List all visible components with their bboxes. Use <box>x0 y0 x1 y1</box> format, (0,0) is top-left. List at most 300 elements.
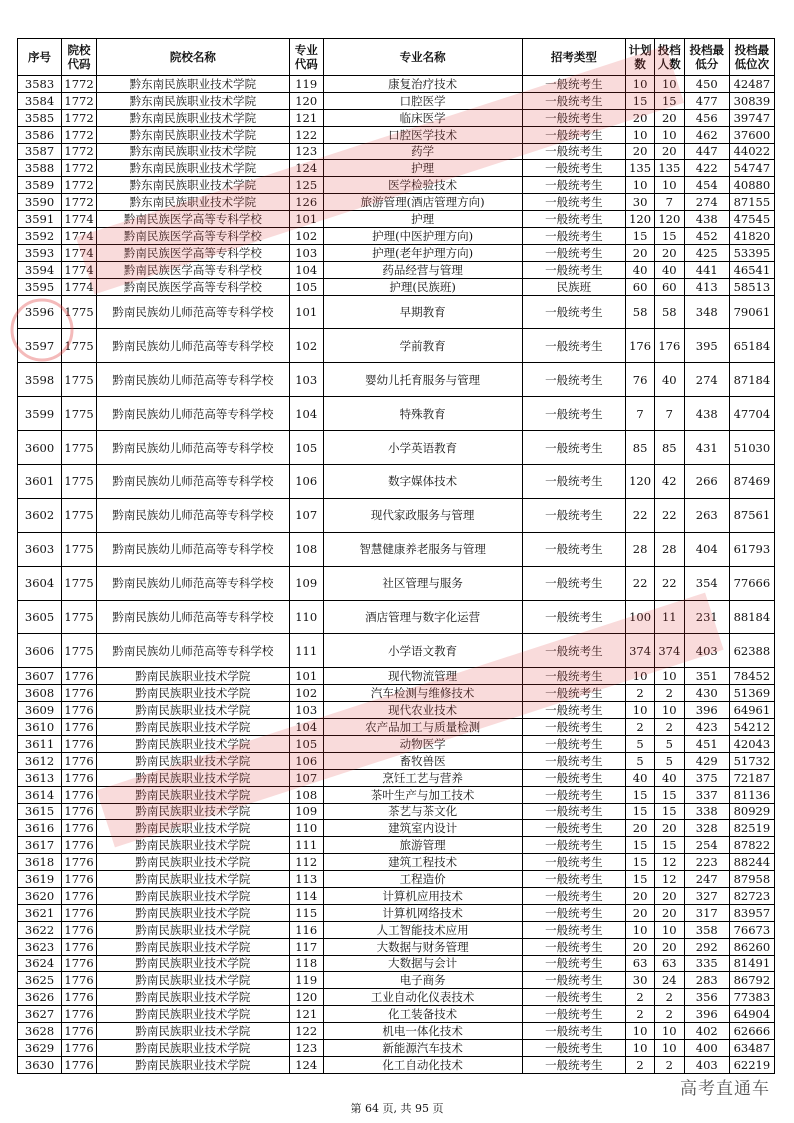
cell-min-rank: 51732 <box>729 752 774 769</box>
table-row <box>18 668 775 685</box>
cell-exam-type: 一般统考生 <box>522 837 626 854</box>
cell-filed-count: 15 <box>654 803 684 820</box>
cell-filed-count: 40 <box>654 261 684 278</box>
cell-filed-count: 28 <box>654 532 684 566</box>
cell-school-name: 黔南民族幼儿师范高等专科学校 <box>96 295 289 329</box>
cell-min-score: 247 <box>684 871 729 888</box>
cell-school-name: 黔南民族医学高等专科学校 <box>96 228 289 245</box>
cell-major-name: 工业自动化仪表技术 <box>323 989 522 1006</box>
cell-plan-count: 85 <box>626 431 655 465</box>
cell-major-code: 121 <box>289 109 323 126</box>
cell-seq: 3630 <box>18 1056 62 1073</box>
cell-exam-type: 一般统考生 <box>522 702 626 719</box>
cell-min-score: 375 <box>684 769 729 786</box>
cell-major-name: 大数据与财务管理 <box>323 938 522 955</box>
cell-major-name: 计算机网络技术 <box>323 904 522 921</box>
cell-filed-count: 11 <box>654 600 684 634</box>
cell-school-code: 1776 <box>62 820 97 837</box>
cell-exam-type: 一般统考生 <box>522 177 626 194</box>
cell-seq: 3614 <box>18 786 62 803</box>
cell-major-name: 农产品加工与质量检测 <box>323 719 522 736</box>
cell-school-code: 1775 <box>62 363 97 397</box>
cell-school-code: 1774 <box>62 278 97 295</box>
cell-exam-type: 一般统考生 <box>522 1039 626 1056</box>
cell-plan-count: 40 <box>626 261 655 278</box>
cell-seq: 3584 <box>18 92 62 109</box>
cell-major-name: 计算机应用技术 <box>323 887 522 904</box>
cell-min-score: 425 <box>684 244 729 261</box>
table-row <box>18 972 775 989</box>
cell-exam-type: 一般统考生 <box>522 194 626 211</box>
cell-exam-type: 一般统考生 <box>522 803 626 820</box>
cell-major-name: 小学英语教育 <box>323 431 522 465</box>
cell-major-code: 102 <box>289 228 323 245</box>
cell-school-code: 1776 <box>62 938 97 955</box>
cell-min-score: 328 <box>684 820 729 837</box>
cell-min-rank: 54212 <box>729 719 774 736</box>
cell-school-name: 黔南民族幼儿师范高等专科学校 <box>96 465 289 499</box>
cell-min-score: 231 <box>684 600 729 634</box>
cell-major-name: 动物医学 <box>323 735 522 752</box>
cell-exam-type: 一般统考生 <box>522 786 626 803</box>
cell-school-code: 1776 <box>62 955 97 972</box>
cell-school-name: 黔南民族职业技术学院 <box>96 1023 289 1040</box>
cell-major-name: 智慧健康养老服务与管理 <box>323 532 522 566</box>
cell-plan-count: 10 <box>626 668 655 685</box>
cell-min-score: 317 <box>684 904 729 921</box>
cell-school-code: 1775 <box>62 329 97 363</box>
cell-school-code: 1775 <box>62 465 97 499</box>
table-row <box>18 295 775 329</box>
cell-major-code: 119 <box>289 972 323 989</box>
cell-filed-count: 40 <box>654 363 684 397</box>
cell-min-score: 441 <box>684 261 729 278</box>
cell-school-name: 黔东南民族职业技术学院 <box>96 194 289 211</box>
cell-seq: 3603 <box>18 532 62 566</box>
cell-major-code: 109 <box>289 803 323 820</box>
cell-exam-type: 一般统考生 <box>522 921 626 938</box>
cell-filed-count: 10 <box>654 177 684 194</box>
cell-major-code: 104 <box>289 397 323 431</box>
cell-seq: 3594 <box>18 261 62 278</box>
cell-min-score: 462 <box>684 126 729 143</box>
header-school-code: 院校代码 <box>62 39 97 76</box>
cell-min-score: 266 <box>684 465 729 499</box>
cell-exam-type: 一般统考生 <box>522 397 626 431</box>
table-row <box>18 278 775 295</box>
cell-major-code: 124 <box>289 1056 323 1073</box>
cell-school-name: 黔南民族职业技术学院 <box>96 1006 289 1023</box>
cell-filed-count: 12 <box>654 854 684 871</box>
cell-min-rank: 53395 <box>729 244 774 261</box>
cell-min-rank: 87155 <box>729 194 774 211</box>
cell-filed-count: 10 <box>654 668 684 685</box>
cell-plan-count: 10 <box>626 1039 655 1056</box>
cell-seq: 3606 <box>18 634 62 668</box>
table-row <box>18 498 775 532</box>
table-row <box>18 769 775 786</box>
cell-min-rank: 65184 <box>729 329 774 363</box>
cell-major-name: 康复治疗技术 <box>323 76 522 93</box>
cell-plan-count: 135 <box>626 160 655 177</box>
table-row <box>18 143 775 160</box>
cell-plan-count: 2 <box>626 685 655 702</box>
cell-seq: 3620 <box>18 887 62 904</box>
cell-min-score: 223 <box>684 854 729 871</box>
cell-exam-type: 一般统考生 <box>522 668 626 685</box>
cell-plan-count: 60 <box>626 278 655 295</box>
cell-major-name: 临床医学 <box>323 109 522 126</box>
cell-major-code: 106 <box>289 752 323 769</box>
cell-exam-type: 一般统考生 <box>522 211 626 228</box>
cell-major-code: 126 <box>289 194 323 211</box>
cell-plan-count: 5 <box>626 735 655 752</box>
cell-school-name: 黔南民族幼儿师范高等专科学校 <box>96 498 289 532</box>
cell-min-rank: 86792 <box>729 972 774 989</box>
cell-filed-count: 135 <box>654 160 684 177</box>
cell-exam-type: 一般统考生 <box>522 431 626 465</box>
cell-school-code: 1772 <box>62 194 97 211</box>
cell-min-rank: 46541 <box>729 261 774 278</box>
cell-exam-type: 一般统考生 <box>522 363 626 397</box>
table-row <box>18 228 775 245</box>
cell-min-score: 337 <box>684 786 729 803</box>
cell-major-code: 101 <box>289 211 323 228</box>
table-row <box>18 989 775 1006</box>
cell-filed-count: 20 <box>654 820 684 837</box>
cell-major-name: 早期教育 <box>323 295 522 329</box>
table-row <box>18 938 775 955</box>
cell-min-rank: 87184 <box>729 363 774 397</box>
cell-exam-type: 一般统考生 <box>522 685 626 702</box>
cell-filed-count: 20 <box>654 904 684 921</box>
cell-min-score: 404 <box>684 532 729 566</box>
cell-plan-count: 2 <box>626 1006 655 1023</box>
cell-major-name: 护理(中医护理方向) <box>323 228 522 245</box>
cell-plan-count: 22 <box>626 498 655 532</box>
cell-min-score: 396 <box>684 702 729 719</box>
cell-major-code: 110 <box>289 600 323 634</box>
table-row <box>18 820 775 837</box>
cell-seq: 3608 <box>18 685 62 702</box>
cell-plan-count: 58 <box>626 295 655 329</box>
cell-min-score: 430 <box>684 685 729 702</box>
cell-min-rank: 64904 <box>729 1006 774 1023</box>
cell-major-code: 108 <box>289 532 323 566</box>
cell-min-score: 292 <box>684 938 729 955</box>
cell-seq: 3593 <box>18 244 62 261</box>
cell-plan-count: 10 <box>626 921 655 938</box>
cell-school-name: 黔南民族职业技术学院 <box>96 735 289 752</box>
cell-school-code: 1776 <box>62 702 97 719</box>
cell-exam-type: 一般统考生 <box>522 566 626 600</box>
cell-plan-count: 7 <box>626 397 655 431</box>
cell-plan-count: 30 <box>626 194 655 211</box>
cell-exam-type: 一般统考生 <box>522 1023 626 1040</box>
header-school-name: 院校名称 <box>96 39 289 76</box>
cell-plan-count: 2 <box>626 719 655 736</box>
cell-min-rank: 72187 <box>729 769 774 786</box>
cell-school-code: 1775 <box>62 532 97 566</box>
cell-min-rank: 77666 <box>729 566 774 600</box>
cell-school-name: 黔南民族幼儿师范高等专科学校 <box>96 363 289 397</box>
cell-plan-count: 120 <box>626 211 655 228</box>
cell-school-code: 1776 <box>62 887 97 904</box>
table-row <box>18 160 775 177</box>
cell-school-name: 黔南民族职业技术学院 <box>96 685 289 702</box>
cell-school-name: 黔东南民族职业技术学院 <box>96 109 289 126</box>
cell-plan-count: 30 <box>626 972 655 989</box>
cell-min-rank: 51030 <box>729 431 774 465</box>
cell-school-name: 黔南民族幼儿师范高等专科学校 <box>96 634 289 668</box>
cell-exam-type: 一般统考生 <box>522 295 626 329</box>
cell-filed-count: 10 <box>654 126 684 143</box>
cell-min-rank: 79061 <box>729 295 774 329</box>
cell-major-name: 护理 <box>323 211 522 228</box>
cell-min-score: 395 <box>684 329 729 363</box>
cell-min-rank: 87561 <box>729 498 774 532</box>
cell-plan-count: 10 <box>626 1023 655 1040</box>
cell-filed-count: 63 <box>654 955 684 972</box>
cell-major-code: 108 <box>289 786 323 803</box>
cell-exam-type: 一般统考生 <box>522 600 626 634</box>
cell-school-code: 1774 <box>62 244 97 261</box>
cell-major-name: 酒店管理与数字化运营 <box>323 600 522 634</box>
cell-min-score: 356 <box>684 989 729 1006</box>
table-row <box>18 1023 775 1040</box>
cell-school-name: 黔东南民族职业技术学院 <box>96 92 289 109</box>
cell-school-code: 1776 <box>62 719 97 736</box>
table-row <box>18 532 775 566</box>
cell-major-code: 103 <box>289 702 323 719</box>
cell-seq: 3624 <box>18 955 62 972</box>
cell-major-code: 123 <box>289 1039 323 1056</box>
cell-min-score: 431 <box>684 431 729 465</box>
cell-major-name: 烹饪工艺与营养 <box>323 769 522 786</box>
cell-major-name: 旅游管理(酒店管理方向) <box>323 194 522 211</box>
cell-school-name: 黔南民族幼儿师范高等专科学校 <box>96 397 289 431</box>
cell-seq: 3597 <box>18 329 62 363</box>
cell-min-rank: 63487 <box>729 1039 774 1056</box>
cell-school-name: 黔南民族职业技术学院 <box>96 803 289 820</box>
cell-plan-count: 20 <box>626 887 655 904</box>
header-min-rank: 投档最低位次 <box>729 39 774 76</box>
cell-major-code: 114 <box>289 887 323 904</box>
cell-plan-count: 28 <box>626 532 655 566</box>
cell-school-code: 1776 <box>62 1039 97 1056</box>
cell-min-score: 358 <box>684 921 729 938</box>
cell-plan-count: 10 <box>626 76 655 93</box>
table-row <box>18 177 775 194</box>
cell-school-code: 1776 <box>62 854 97 871</box>
cell-school-code: 1776 <box>62 668 97 685</box>
cell-filed-count: 15 <box>654 228 684 245</box>
cell-seq: 3629 <box>18 1039 62 1056</box>
cell-seq: 3585 <box>18 109 62 126</box>
cell-major-code: 111 <box>289 634 323 668</box>
cell-filed-count: 85 <box>654 431 684 465</box>
cell-filed-count: 58 <box>654 295 684 329</box>
cell-exam-type: 一般统考生 <box>522 820 626 837</box>
cell-school-name: 黔南民族职业技术学院 <box>96 887 289 904</box>
cell-filed-count: 2 <box>654 685 684 702</box>
cell-exam-type: 一般统考生 <box>522 634 626 668</box>
cell-filed-count: 10 <box>654 921 684 938</box>
cell-major-code: 125 <box>289 177 323 194</box>
table-row <box>18 904 775 921</box>
cell-min-rank: 41820 <box>729 228 774 245</box>
cell-min-rank: 81491 <box>729 955 774 972</box>
cell-school-name: 黔南民族职业技术学院 <box>96 719 289 736</box>
table-row <box>18 752 775 769</box>
cell-major-name: 汽车检测与维修技术 <box>323 685 522 702</box>
cell-major-code: 120 <box>289 92 323 109</box>
cell-seq: 3587 <box>18 143 62 160</box>
cell-plan-count: 5 <box>626 752 655 769</box>
cell-major-code: 113 <box>289 871 323 888</box>
cell-exam-type: 一般统考生 <box>522 92 626 109</box>
cell-filed-count: 176 <box>654 329 684 363</box>
cell-filed-count: 15 <box>654 92 684 109</box>
admission-score-table <box>17 38 775 1074</box>
cell-major-name: 医学检验技术 <box>323 177 522 194</box>
cell-filed-count: 20 <box>654 887 684 904</box>
cell-school-code: 1776 <box>62 769 97 786</box>
cell-plan-count: 15 <box>626 871 655 888</box>
cell-school-code: 1775 <box>62 295 97 329</box>
cell-major-code: 103 <box>289 363 323 397</box>
cell-plan-count: 20 <box>626 938 655 955</box>
cell-school-name: 黔南民族幼儿师范高等专科学校 <box>96 329 289 363</box>
cell-plan-count: 40 <box>626 769 655 786</box>
cell-seq: 3602 <box>18 498 62 532</box>
cell-school-code: 1776 <box>62 1023 97 1040</box>
cell-min-score: 422 <box>684 160 729 177</box>
header-major-name: 专业名称 <box>323 39 522 76</box>
cell-min-score: 454 <box>684 177 729 194</box>
table-row <box>18 600 775 634</box>
cell-school-name: 黔南民族幼儿师范高等专科学校 <box>96 600 289 634</box>
cell-school-name: 黔南民族职业技术学院 <box>96 938 289 955</box>
cell-min-rank: 30839 <box>729 92 774 109</box>
cell-seq: 3590 <box>18 194 62 211</box>
cell-school-code: 1775 <box>62 634 97 668</box>
cell-seq: 3616 <box>18 820 62 837</box>
cell-exam-type: 一般统考生 <box>522 719 626 736</box>
cell-seq: 3610 <box>18 719 62 736</box>
cell-exam-type: 一般统考生 <box>522 887 626 904</box>
brand-label: 高考直通车 <box>680 1079 770 1099</box>
cell-major-code: 104 <box>289 261 323 278</box>
cell-school-code: 1776 <box>62 972 97 989</box>
cell-major-code: 110 <box>289 820 323 837</box>
header-major-code: 专业代码 <box>289 39 323 76</box>
cell-major-code: 122 <box>289 126 323 143</box>
table-row <box>18 92 775 109</box>
cell-major-name: 建筑工程技术 <box>323 854 522 871</box>
cell-exam-type: 一般统考生 <box>522 904 626 921</box>
cell-plan-count: 15 <box>626 786 655 803</box>
cell-school-code: 1776 <box>62 837 97 854</box>
table-row <box>18 1039 775 1056</box>
cell-seq: 3598 <box>18 363 62 397</box>
cell-major-code: 105 <box>289 278 323 295</box>
cell-min-score: 438 <box>684 211 729 228</box>
cell-major-name: 旅游管理 <box>323 837 522 854</box>
cell-min-score: 263 <box>684 498 729 532</box>
cell-min-rank: 62666 <box>729 1023 774 1040</box>
table-row <box>18 244 775 261</box>
cell-min-score: 452 <box>684 228 729 245</box>
table-row <box>18 702 775 719</box>
cell-school-name: 黔南民族职业技术学院 <box>96 837 289 854</box>
cell-seq: 3609 <box>18 702 62 719</box>
cell-exam-type: 一般统考生 <box>522 938 626 955</box>
cell-plan-count: 20 <box>626 904 655 921</box>
cell-exam-type: 一般统考生 <box>522 498 626 532</box>
cell-min-score: 450 <box>684 76 729 93</box>
table-row <box>18 76 775 93</box>
cell-filed-count: 7 <box>654 194 684 211</box>
cell-min-score: 403 <box>684 1056 729 1073</box>
cell-min-score: 351 <box>684 668 729 685</box>
cell-min-score: 477 <box>684 92 729 109</box>
cell-plan-count: 120 <box>626 465 655 499</box>
cell-filed-count: 5 <box>654 752 684 769</box>
cell-exam-type: 一般统考生 <box>522 989 626 1006</box>
cell-major-code: 111 <box>289 837 323 854</box>
cell-school-name: 黔南民族职业技术学院 <box>96 820 289 837</box>
cell-school-code: 1774 <box>62 261 97 278</box>
cell-filed-count: 20 <box>654 938 684 955</box>
cell-major-code: 117 <box>289 938 323 955</box>
cell-school-name: 黔南民族医学高等专科学校 <box>96 278 289 295</box>
cell-filed-count: 42 <box>654 465 684 499</box>
cell-major-code: 101 <box>289 668 323 685</box>
cell-major-name: 现代物流管理 <box>323 668 522 685</box>
cell-exam-type: 一般统考生 <box>522 109 626 126</box>
cell-seq: 3588 <box>18 160 62 177</box>
cell-plan-count: 76 <box>626 363 655 397</box>
table-row <box>18 871 775 888</box>
cell-filed-count: 40 <box>654 769 684 786</box>
cell-major-name: 小学语文教育 <box>323 634 522 668</box>
cell-min-score: 254 <box>684 837 729 854</box>
cell-major-name: 茶艺与茶文化 <box>323 803 522 820</box>
cell-seq: 3617 <box>18 837 62 854</box>
cell-school-name: 黔南民族职业技术学院 <box>96 1039 289 1056</box>
cell-school-name: 黔南民族幼儿师范高等专科学校 <box>96 431 289 465</box>
cell-school-code: 1776 <box>62 803 97 820</box>
cell-min-rank: 88184 <box>729 600 774 634</box>
cell-major-code: 115 <box>289 904 323 921</box>
cell-seq: 3627 <box>18 1006 62 1023</box>
cell-major-code: 105 <box>289 431 323 465</box>
cell-school-name: 黔南民族幼儿师范高等专科学校 <box>96 532 289 566</box>
page-footer: 第 64 页, 共 95 页 <box>350 1102 444 1115</box>
cell-school-code: 1776 <box>62 752 97 769</box>
cell-seq: 3622 <box>18 921 62 938</box>
cell-school-code: 1776 <box>62 989 97 1006</box>
cell-school-name: 黔南民族职业技术学院 <box>96 955 289 972</box>
cell-exam-type: 一般统考生 <box>522 752 626 769</box>
cell-min-rank: 87958 <box>729 871 774 888</box>
cell-school-code: 1775 <box>62 431 97 465</box>
cell-filed-count: 10 <box>654 1023 684 1040</box>
cell-exam-type: 一般统考生 <box>522 76 626 93</box>
cell-major-name: 学前教育 <box>323 329 522 363</box>
cell-seq: 3628 <box>18 1023 62 1040</box>
